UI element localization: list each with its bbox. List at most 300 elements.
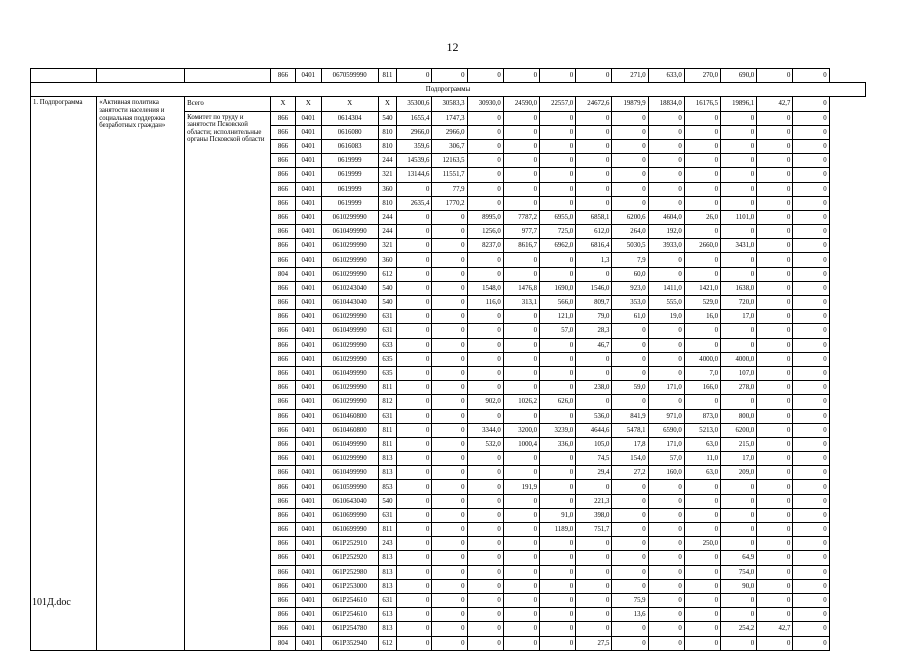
- cell-value: 0: [467, 579, 503, 593]
- cell-value: 0: [397, 352, 432, 366]
- cell-value: 0: [576, 366, 612, 380]
- cell-value: 0: [467, 111, 503, 125]
- cell-section: 0401: [295, 125, 321, 139]
- cell-section: 0401: [295, 338, 321, 352]
- cell-section: 0401: [295, 225, 321, 239]
- cell-value: 0: [757, 452, 793, 466]
- cell-value: 0: [576, 565, 612, 579]
- cell-value: 0: [721, 267, 757, 281]
- cell-value: 0: [793, 253, 829, 267]
- cell-value: 0: [684, 622, 720, 636]
- cell-value: 1000,4: [503, 437, 539, 451]
- cell-value: 0: [432, 409, 467, 423]
- cell-value: 0: [467, 452, 503, 466]
- cell-value: 14539,6: [397, 154, 432, 168]
- cell-csr: 0610299990: [321, 210, 378, 224]
- cell-value: 4644,6: [576, 423, 612, 437]
- cell-value: 0: [757, 324, 793, 338]
- cell-value: 633,0: [648, 69, 684, 83]
- cell-value: 0: [684, 565, 720, 579]
- cell-value: 0: [432, 352, 467, 366]
- cell-value: 0: [793, 636, 829, 650]
- cell-value: 0: [539, 593, 575, 607]
- cell-value: 0: [397, 409, 432, 423]
- cell-value: 0: [467, 310, 503, 324]
- cell-value: 0: [467, 154, 503, 168]
- cell-value: 0: [576, 111, 612, 125]
- cell-value: 0: [684, 579, 720, 593]
- cell-value: 1256,0: [467, 225, 503, 239]
- cell-value: 250,0: [684, 537, 720, 551]
- cell-value: 0: [721, 494, 757, 508]
- cell-value: 0: [503, 111, 539, 125]
- cell-value: 0: [612, 480, 648, 494]
- cell-value: 0: [539, 139, 575, 153]
- cell-value: 0: [793, 593, 829, 607]
- cell-value: 0: [432, 210, 467, 224]
- cell-value: 0: [432, 437, 467, 451]
- cell-value: 0: [467, 125, 503, 139]
- cell-value: 0: [467, 253, 503, 267]
- cell-vr: 635: [378, 352, 397, 366]
- cell-value: 19,0: [648, 310, 684, 324]
- cell-section: 0401: [295, 508, 321, 522]
- cell-value: 0: [576, 352, 612, 366]
- budget-table-container: [30, 68, 866, 651]
- cell-section: 0401: [295, 593, 321, 607]
- cell-vr: 813: [378, 466, 397, 480]
- cell-value: 35300,6: [397, 97, 432, 111]
- cell-value: 754,0: [721, 565, 757, 579]
- cell-value: 0: [793, 139, 829, 153]
- cell-value: 0: [684, 508, 720, 522]
- cell-grbs: 866: [271, 466, 296, 480]
- cell-section: 0401: [295, 281, 321, 295]
- subprogram-name: 1. Подпрограмма: [31, 97, 97, 650]
- cell-csr: 0610499990: [321, 366, 378, 380]
- cell-value: 0: [576, 622, 612, 636]
- cell-value: 0: [721, 168, 757, 182]
- cell-value: 0: [684, 480, 720, 494]
- cell-value: 0: [721, 338, 757, 352]
- cell-vr: 813: [378, 622, 397, 636]
- cell-value: 0: [612, 139, 648, 153]
- cell-vr: 811: [378, 437, 397, 451]
- cell-value: 16,0: [684, 310, 720, 324]
- cell-csr: 0610299990: [321, 452, 378, 466]
- cell-value: 0: [684, 267, 720, 281]
- cell-value: 0: [539, 579, 575, 593]
- cell-value: 0: [684, 182, 720, 196]
- cell-value: 0: [684, 636, 720, 650]
- cell-value: 0: [793, 452, 829, 466]
- cell-value: 0: [397, 423, 432, 437]
- cell-value: 5213,0: [684, 423, 720, 437]
- cell-value: 0: [648, 182, 684, 196]
- cell-value: 29,4: [576, 466, 612, 480]
- cell-value: 0: [503, 636, 539, 650]
- cell-vr: 244: [378, 210, 397, 224]
- cell-value: 166,0: [684, 381, 720, 395]
- cell-value: 0: [503, 196, 539, 210]
- cell-value: 0: [539, 182, 575, 196]
- cell-section: 0401: [295, 523, 321, 537]
- cell-value: 0: [397, 210, 432, 224]
- cell-value: 0: [397, 622, 432, 636]
- cell-value: 171,0: [648, 381, 684, 395]
- cell-value: 0: [503, 182, 539, 196]
- cell-value: 5478,1: [612, 423, 648, 437]
- cell-value: 0: [648, 608, 684, 622]
- cell-value: 61,0: [612, 310, 648, 324]
- cell-value: 11551,7: [432, 168, 467, 182]
- cell-grbs: 866: [271, 196, 296, 210]
- cell-value: 0: [612, 494, 648, 508]
- cell-value: 17,0: [721, 310, 757, 324]
- cell-value: 0: [648, 111, 684, 125]
- cell-value: 0: [757, 395, 793, 409]
- cell-vr: 612: [378, 636, 397, 650]
- cell-value: 751,7: [576, 523, 612, 537]
- cell-value: 0: [793, 281, 829, 295]
- cell-value: 0: [793, 579, 829, 593]
- cell-value: 57,0: [648, 452, 684, 466]
- cell-vr: 244: [378, 154, 397, 168]
- cell-value: 0: [757, 593, 793, 607]
- section-header-row: [31, 83, 866, 97]
- cell-value: 0: [648, 622, 684, 636]
- cell-grbs: 866: [271, 225, 296, 239]
- cell-value: 0: [503, 551, 539, 565]
- cell-value: 0: [757, 225, 793, 239]
- cell-value: 7,9: [612, 253, 648, 267]
- cell-value: 0: [432, 366, 467, 380]
- cell-csr: 061P254610: [321, 593, 378, 607]
- cell-value: 0: [467, 480, 503, 494]
- cell-value: 254,2: [721, 622, 757, 636]
- cell-section: 0401: [295, 196, 321, 210]
- cell-value: 0: [539, 352, 575, 366]
- cell-grbs: 866: [271, 210, 296, 224]
- cell-value: 873,0: [684, 409, 720, 423]
- cell-value: 0: [397, 310, 432, 324]
- cell-value: 0: [612, 111, 648, 125]
- cell-value: 313,1: [503, 296, 539, 310]
- cell-csr: 0610299990: [321, 338, 378, 352]
- cell-value: 0: [793, 154, 829, 168]
- cell-value: 0: [684, 608, 720, 622]
- cell-value: 42,7: [757, 622, 793, 636]
- cell-value: 0: [576, 182, 612, 196]
- cell-value: 0: [432, 69, 467, 83]
- cell-vr: 631: [378, 508, 397, 522]
- cell-section: 0401: [295, 579, 321, 593]
- cell-value: 4604,0: [648, 210, 684, 224]
- cell-csr: 0610443040: [321, 296, 378, 310]
- cell-value: 0: [397, 324, 432, 338]
- cell-value: 6962,0: [539, 239, 575, 253]
- cell-value: 0: [432, 225, 467, 239]
- cell-value: 841,9: [612, 409, 648, 423]
- cell-value: 27,2: [612, 466, 648, 480]
- executor-detail: Комитет по труду и занятости Псковской области; исполнительные органы Псковской области: [185, 111, 271, 650]
- cell-value: 171,0: [648, 437, 684, 451]
- cell-vr: 633: [378, 338, 397, 352]
- cell-csr: 061P252920: [321, 551, 378, 565]
- section-header: Подпрограммы: [31, 83, 866, 97]
- cell-section: 0401: [295, 395, 321, 409]
- cell-value: 0: [612, 551, 648, 565]
- cell-value: 0: [757, 366, 793, 380]
- cell-vr: 540: [378, 296, 397, 310]
- cell-vr: 540: [378, 281, 397, 295]
- cell-section: 0401: [295, 352, 321, 366]
- cell-value: 8237,0: [467, 239, 503, 253]
- cell-value: 0: [432, 622, 467, 636]
- cell-value: 0: [503, 168, 539, 182]
- cell-value: 0: [648, 508, 684, 522]
- cell-vr: 244: [378, 225, 397, 239]
- cell-value: 3431,0: [721, 239, 757, 253]
- cell-value: 0: [503, 593, 539, 607]
- cell-value: 22557,0: [539, 97, 575, 111]
- cell-value: 0: [432, 423, 467, 437]
- cell-csr: 0619999: [321, 168, 378, 182]
- cell-value: 0: [721, 253, 757, 267]
- page-number: 12: [446, 40, 459, 54]
- cell-value: 63,0: [684, 437, 720, 451]
- cell-value: 0: [397, 636, 432, 650]
- cell-value: 0: [612, 352, 648, 366]
- cell-csr: 0610499990: [321, 437, 378, 451]
- cell-value: 0: [467, 523, 503, 537]
- cell-section: 0401: [295, 381, 321, 395]
- cell-value: 0: [432, 296, 467, 310]
- table-row-top: [31, 69, 866, 83]
- cell-value: 0: [503, 579, 539, 593]
- cell-value: 0: [612, 182, 648, 196]
- cell-value: 359,6: [397, 139, 432, 153]
- cell-value: 0: [648, 636, 684, 650]
- cell-value: 0: [503, 409, 539, 423]
- cell-value: 0: [397, 296, 432, 310]
- cell-value: 971,0: [648, 409, 684, 423]
- executor-total-label: Всего: [185, 97, 271, 111]
- cell-value: 0: [612, 508, 648, 522]
- cell-value: 0: [612, 338, 648, 352]
- cell-vr: 811: [378, 423, 397, 437]
- cell-value: 0: [648, 125, 684, 139]
- cell-value: 0: [648, 267, 684, 281]
- cell-value: 0: [397, 452, 432, 466]
- cell-value: 0: [397, 281, 432, 295]
- cell-value: 0: [684, 139, 720, 153]
- cell-section: 0401: [295, 636, 321, 650]
- cell-value: 0: [576, 395, 612, 409]
- cell-value: 1026,2: [503, 395, 539, 409]
- cell-value: 28,3: [576, 324, 612, 338]
- cell-value: 0: [539, 608, 575, 622]
- cell-value: 532,0: [467, 437, 503, 451]
- cell-grbs: 866: [271, 409, 296, 423]
- cell-value: 0: [612, 154, 648, 168]
- cell-value: 0: [397, 381, 432, 395]
- cell-value: 0: [721, 480, 757, 494]
- cell-csr: 061P254780: [321, 622, 378, 636]
- cell-value: 60,0: [612, 267, 648, 281]
- cell-value: 30583,3: [432, 97, 467, 111]
- cell-value: 0: [648, 565, 684, 579]
- cell-value: 0: [648, 593, 684, 607]
- cell-grbs: 866: [271, 622, 296, 636]
- cell-value: 0: [721, 324, 757, 338]
- cell-value: 0: [648, 366, 684, 380]
- cell-value: 0: [576, 608, 612, 622]
- cell-vr: 813: [378, 452, 397, 466]
- cell-value: 0: [539, 267, 575, 281]
- cell-value: 0: [397, 366, 432, 380]
- cell-csr: 0616083: [321, 139, 378, 153]
- cell-value: 0: [397, 437, 432, 451]
- cell-value: 0: [539, 381, 575, 395]
- cell-value: 1189,0: [539, 523, 575, 537]
- cell-grbs: 866: [271, 239, 296, 253]
- cell-value: 0: [757, 423, 793, 437]
- cell-grbs: 866: [271, 452, 296, 466]
- cell-value: 0: [757, 168, 793, 182]
- cell-vr: 811: [378, 523, 397, 537]
- cell-value: 809,7: [576, 296, 612, 310]
- cell-value: 0: [503, 622, 539, 636]
- cell-value: 0: [648, 253, 684, 267]
- cell-value: 0: [648, 494, 684, 508]
- cell-value: 0: [793, 210, 829, 224]
- cell-value: 0: [467, 551, 503, 565]
- cell-value: 0: [467, 381, 503, 395]
- cell-value: 0: [757, 537, 793, 551]
- cell-value: 0: [397, 508, 432, 522]
- cell-value: 1770,2: [432, 196, 467, 210]
- cell-value: 0: [432, 636, 467, 650]
- cell-section: 0401: [295, 253, 321, 267]
- cell-value: 0: [576, 537, 612, 551]
- cell-value: 0: [757, 69, 793, 83]
- cell-value: 160,0: [648, 466, 684, 480]
- cell-csr: 061P252910: [321, 537, 378, 551]
- cell-value: 0: [539, 111, 575, 125]
- cell-value: 0: [648, 338, 684, 352]
- cell-value: 0: [467, 508, 503, 522]
- cell-value: 0: [757, 281, 793, 295]
- cell-csr: 0610499990: [321, 324, 378, 338]
- cell-csr: 0610499990: [321, 225, 378, 239]
- cell-value: 57,0: [539, 324, 575, 338]
- cell-grbs: 866: [271, 523, 296, 537]
- cell-value: 209,0: [721, 466, 757, 480]
- cell-csr: 061P254610: [321, 608, 378, 622]
- cell-grbs: 804: [271, 267, 296, 281]
- cell-value: 0: [684, 523, 720, 537]
- row-top-col3: [185, 69, 271, 83]
- cell-value: 0: [539, 622, 575, 636]
- cell-value: 0: [612, 395, 648, 409]
- cell-value: 17,8: [612, 437, 648, 451]
- cell-value: 24590,0: [503, 97, 539, 111]
- cell-value: 0: [432, 324, 467, 338]
- cell-value: 13144,6: [397, 168, 432, 182]
- cell-value: 8616,7: [503, 239, 539, 253]
- cell-value: 64,9: [721, 551, 757, 565]
- cell-value: 0: [397, 182, 432, 196]
- cell-value: 529,0: [684, 296, 720, 310]
- cell-csr: 0610299990: [321, 310, 378, 324]
- cell-grbs: 866: [271, 423, 296, 437]
- cell-value: 0: [503, 338, 539, 352]
- cell-value: 3239,0: [539, 423, 575, 437]
- cell-value: 0: [793, 565, 829, 579]
- cell-value: 1421,0: [684, 281, 720, 295]
- cell-value: 0: [432, 508, 467, 522]
- cell-value: 612,0: [576, 225, 612, 239]
- cell-value: 0: [467, 366, 503, 380]
- cell-value: 264,0: [612, 225, 648, 239]
- cell-value: 6200,6: [612, 210, 648, 224]
- cell-value: 0: [648, 324, 684, 338]
- cell-value: 1411,0: [648, 281, 684, 295]
- cell-value: 0: [684, 196, 720, 210]
- cell-grbs: 866: [271, 154, 296, 168]
- cell-value: 566,0: [539, 296, 575, 310]
- cell-value: 0: [793, 111, 829, 125]
- cell-value: 7,0: [684, 366, 720, 380]
- cell-csr: 0610299990: [321, 352, 378, 366]
- cell-value: 0: [757, 310, 793, 324]
- cell-value: 0: [539, 125, 575, 139]
- cell-value: 0: [757, 494, 793, 508]
- cell-value: 0: [503, 267, 539, 281]
- cell-value: 0: [793, 409, 829, 423]
- cell-value: 0: [397, 480, 432, 494]
- cell-value: 0: [721, 636, 757, 650]
- cell-value: 278,0: [721, 381, 757, 395]
- cell-value: 0: [539, 253, 575, 267]
- cell-value: 0: [432, 593, 467, 607]
- cell-value: 192,0: [648, 225, 684, 239]
- cell-value: 0: [432, 310, 467, 324]
- cell-value: 0: [684, 324, 720, 338]
- cell-value: 0: [757, 551, 793, 565]
- cell-value: 8995,0: [467, 210, 503, 224]
- cell-csr: 0610460800: [321, 423, 378, 437]
- cell-value: 0: [684, 225, 720, 239]
- cell-value: 0: [467, 182, 503, 196]
- cell-csr: 0619999: [321, 196, 378, 210]
- cell-value: 0: [467, 324, 503, 338]
- cell-value: 0: [648, 579, 684, 593]
- cell-value: 0: [648, 352, 684, 366]
- cell-value: 0: [432, 551, 467, 565]
- cell-value: 0: [397, 565, 432, 579]
- cell-value: 0: [539, 494, 575, 508]
- cell-value: 0: [684, 494, 720, 508]
- cell-vr: 360: [378, 182, 397, 196]
- cell-value: 0: [432, 523, 467, 537]
- cell-value: 0: [576, 69, 612, 83]
- cell-csr: 0619999: [321, 154, 378, 168]
- cell-value: 0: [467, 537, 503, 551]
- cell-grbs: 804: [271, 636, 296, 650]
- cell-value: 800,0: [721, 409, 757, 423]
